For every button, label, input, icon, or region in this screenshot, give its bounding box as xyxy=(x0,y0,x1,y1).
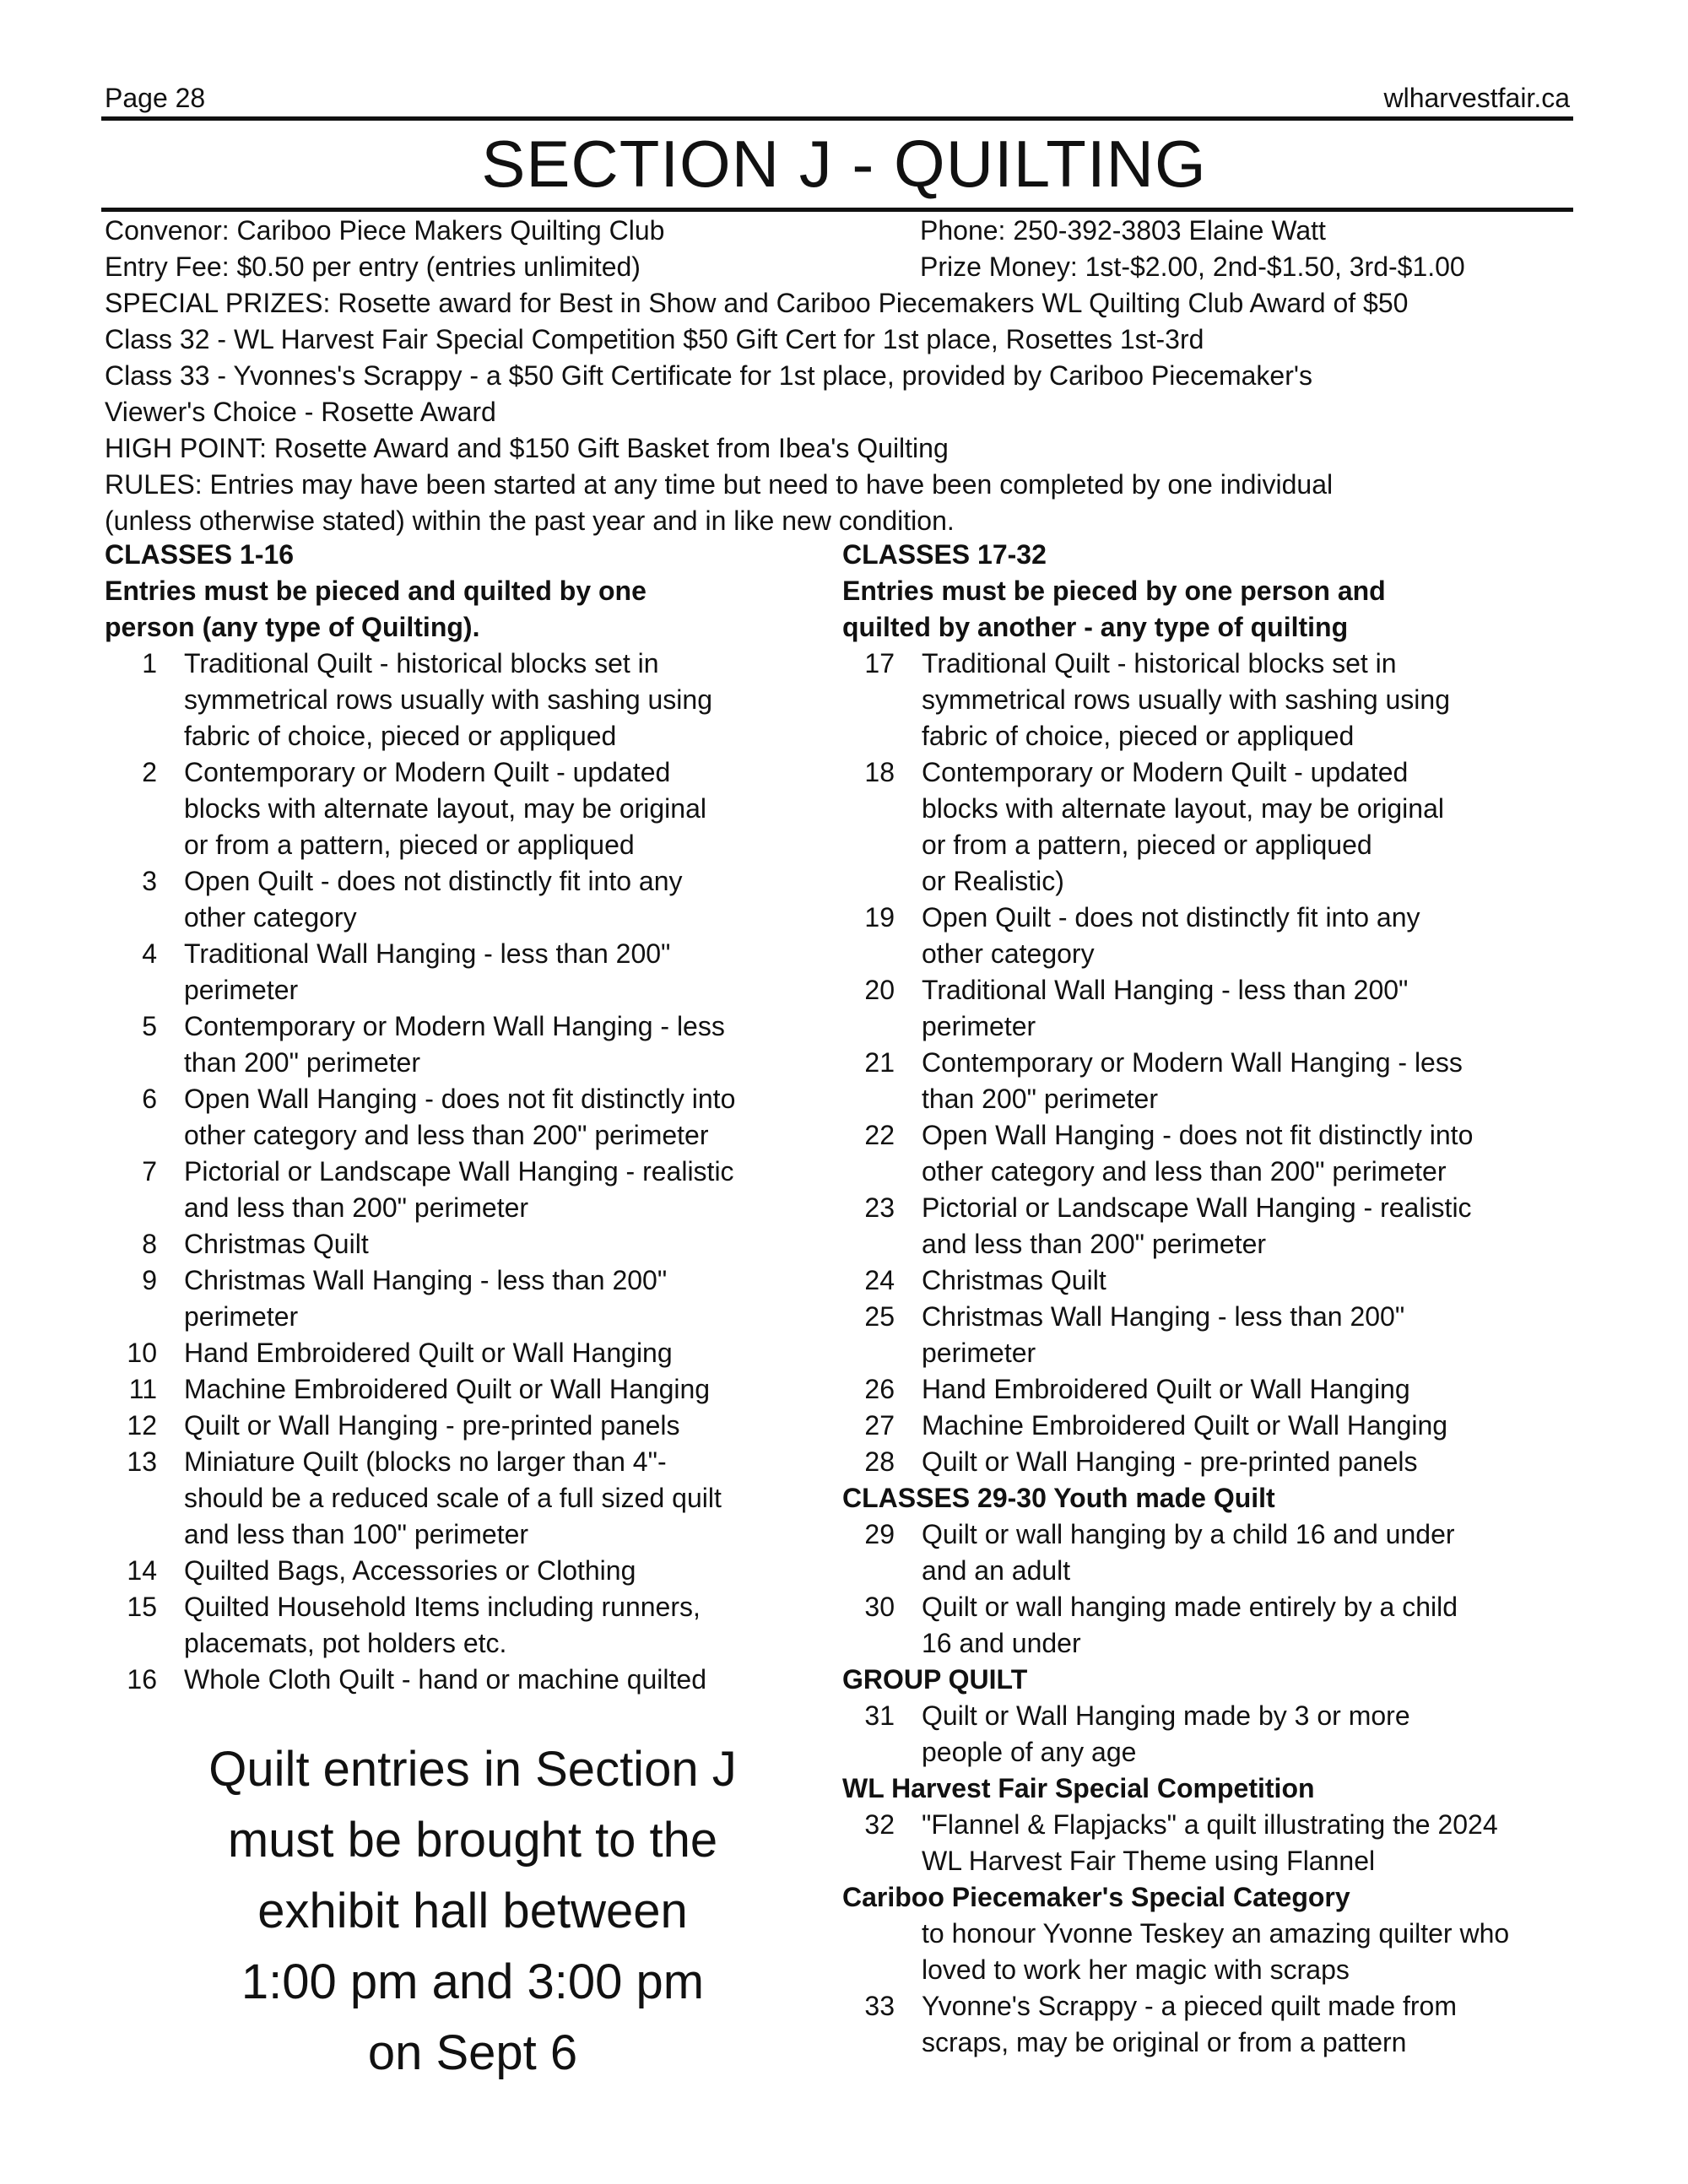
class-description: Contemporary or Modern Quilt - updated blocks with alternate layout, may be original or from a pattern, pieced or appliqued or Realistic) xyxy=(922,757,1444,896)
class-entry xyxy=(105,1008,797,1081)
class-entry xyxy=(842,1371,1585,1408)
class-description: Contemporary or Modern Wall Hanging - less than 200" perimeter xyxy=(922,1047,1463,1114)
class-entry xyxy=(842,1988,1585,2061)
class-description: Quilt or Wall Hanging - pre-printed panels xyxy=(922,1446,1418,1477)
class-number: 12 xyxy=(127,1410,157,1441)
class-description: Traditional Wall Hanging - less than 200" perimeter xyxy=(922,975,1409,1041)
cariboo-note: to honour Yvonne Teskey an amazing quilter who loved to work her magic with scraps xyxy=(922,1918,1510,1985)
rules-line-1: RULES: Entries may have been started at any time but need to have been completed by one individual xyxy=(105,469,1334,500)
class-number: 4 xyxy=(142,938,157,969)
section-title: SECTION J - QUILTING xyxy=(481,127,1207,201)
class-number: 17 xyxy=(864,648,895,678)
class-entry xyxy=(105,1444,797,1553)
class-entry xyxy=(842,900,1585,972)
class-number: 3 xyxy=(142,866,157,896)
class-number: 2 xyxy=(142,757,157,787)
class-number: 13 xyxy=(127,1446,157,1477)
classes-1-16-subheading-1: Entries must be pieced and quilted by one xyxy=(105,576,647,606)
class-description: Quilt or Wall Hanging made by 3 or more people of any age xyxy=(922,1700,1410,1767)
class33-prize: Class 33 - Yvonnes's Scrappy - a $50 Gift Certificate for 1st place, provided by Cariboo Piecemaker's xyxy=(105,360,1312,391)
class-description: Christmas Quilt xyxy=(184,1229,369,1259)
class-number: 20 xyxy=(864,975,895,1005)
class-number: 26 xyxy=(864,1374,895,1404)
class-number: 28 xyxy=(864,1446,895,1477)
class-entry xyxy=(105,1553,797,1589)
class-number: 27 xyxy=(864,1410,895,1441)
class-entry xyxy=(105,1408,797,1444)
class-description: Hand Embroidered Quilt or Wall Hanging xyxy=(184,1338,673,1368)
high-point: HIGH POINT: Rosette Award and $150 Gift Basket from Ibea's Quilting xyxy=(105,433,949,463)
class-number: 14 xyxy=(127,1555,157,1586)
class-entry xyxy=(105,754,797,863)
class-description: Open Wall Hanging - does not fit distinctly into other category and less than 200" perimeter xyxy=(922,1120,1474,1187)
viewers-choice: Viewer's Choice - Rosette Award xyxy=(105,397,496,427)
youth-heading: CLASSES 29-30 Youth made Quilt xyxy=(842,1483,1275,1513)
class-entry xyxy=(842,1190,1585,1262)
class-description: Christmas Quilt xyxy=(922,1265,1106,1295)
class-description: Yvonne's Scrappy - a pieced quilt made from scraps, may be original or from a pattern xyxy=(922,1991,1457,2057)
class-entry xyxy=(842,1299,1585,1371)
class-entry xyxy=(842,972,1585,1045)
classes-17-32-subheading-2: quilted by another - any type of quilting xyxy=(842,612,1349,642)
cariboo-category-heading: Cariboo Piecemaker's Special Category xyxy=(842,1882,1350,1912)
class-number: 9 xyxy=(142,1265,157,1295)
special-competition-heading: WL Harvest Fair Special Competition xyxy=(842,1773,1315,1803)
drop-off-notice: Quilt entries in Section J must be brought to the exhibit hall between 1:00 pm and 3:00 pm on Sept 6 xyxy=(208,1742,737,2080)
class32-prize: Class 32 - WL Harvest Fair Special Competition $50 Gift Cert for 1st place, Rosettes 1st-3rd xyxy=(105,324,1204,354)
page-header xyxy=(105,81,1570,115)
class-description: Quilted Bags, Accessories or Clothing xyxy=(184,1555,636,1586)
class-description: "Flannel & Flapjacks" a quilt illustrating the 2024 WL Harvest Fair Theme using Flannel xyxy=(922,1809,1498,1876)
class-entry xyxy=(105,1335,797,1371)
class-description: Contemporary or Modern Quilt - updated blocks with alternate layout, may be original or from a pattern, pieced or appliqued xyxy=(184,757,706,860)
class-list-cariboo xyxy=(842,1988,1585,2061)
class-description: Traditional Quilt - historical blocks set in symmetrical rows usually with sashing using fabric of choice, pieced or appliqued xyxy=(922,648,1450,751)
class-entry xyxy=(105,1226,797,1262)
special-prizes: SPECIAL PRIZES: Rosette award for Best in Show and Cariboo Piecemakers WL Quilting Club Award of $50 xyxy=(105,288,1409,318)
classes-1-16-heading: CLASSES 1-16 xyxy=(105,539,295,570)
class-number: 18 xyxy=(864,757,895,787)
class-number: 21 xyxy=(864,1047,895,1078)
class-entry xyxy=(105,1662,797,1698)
class-number: 25 xyxy=(864,1301,895,1332)
class-number: 7 xyxy=(142,1156,157,1187)
class-list-special xyxy=(842,1807,1585,1879)
info-line-fees xyxy=(105,249,1573,285)
class-entry xyxy=(105,1371,797,1408)
header-rule-bottom xyxy=(101,208,1573,212)
class-list-right xyxy=(842,646,1585,1480)
class-entry xyxy=(105,1589,797,1662)
class-description: Open Quilt - does not distinctly fit into any other category xyxy=(922,902,1420,969)
class-description: Hand Embroidered Quilt or Wall Hanging xyxy=(922,1374,1410,1404)
class-entry xyxy=(842,754,1585,900)
class-description: Christmas Wall Hanging - less than 200" perimeter xyxy=(922,1301,1405,1368)
class-description: Quilt or Wall Hanging - pre-printed panels xyxy=(184,1410,680,1441)
class-number: 1 xyxy=(142,648,157,678)
page-number: Page 28 xyxy=(105,83,206,113)
class-entry xyxy=(842,1444,1585,1480)
class-description: Contemporary or Modern Wall Hanging - less than 200" perimeter xyxy=(184,1011,725,1078)
class-number: 10 xyxy=(127,1338,157,1368)
class-description: Pictorial or Landscape Wall Hanging - realistic and less than 200" perimeter xyxy=(184,1156,734,1223)
class-description: Christmas Wall Hanging - less than 200" perimeter xyxy=(184,1265,668,1332)
class-entry xyxy=(842,1807,1585,1879)
class-number: 32 xyxy=(864,1809,895,1840)
class-number: 16 xyxy=(127,1664,157,1695)
class-number: 22 xyxy=(864,1120,895,1150)
classes-17-32-heading: CLASSES 17-32 xyxy=(842,539,1047,570)
class-number: 19 xyxy=(864,902,895,933)
class-description: Quilt or wall hanging by a child 16 and under and an adult xyxy=(922,1519,1455,1586)
class-list-left xyxy=(105,646,797,1698)
class-entry xyxy=(842,646,1585,754)
class-description: Open Wall Hanging - does not fit distinctly into other category and less than 200" perimeter xyxy=(184,1084,736,1150)
class-description: Quilt or wall hanging made entirely by a child 16 and under xyxy=(922,1592,1458,1658)
class-entry xyxy=(842,1698,1585,1770)
group-quilt-heading: GROUP QUILT xyxy=(842,1664,1028,1695)
class-description: Machine Embroidered Quilt or Wall Hanging xyxy=(922,1410,1448,1441)
class-description: Traditional Quilt - historical blocks set in symmetrical rows usually with sashing using fabric of choice, pieced or appliqued xyxy=(184,648,712,751)
class-number: 8 xyxy=(142,1229,157,1259)
rules-line-2: (unless otherwise stated) within the past year and in like new condition. xyxy=(105,505,955,536)
section-info xyxy=(105,213,1573,539)
class-entry xyxy=(105,1262,797,1335)
class-description: Miniature Quilt (blocks no larger than 4"- should be a reduced scale of a full sized quilt and less than 100" perimeter xyxy=(184,1446,722,1549)
class-number: 29 xyxy=(864,1519,895,1549)
class-description: Open Quilt - does not distinctly fit into any other category xyxy=(184,866,683,933)
class-description: Traditional Wall Hanging - less than 200" perimeter xyxy=(184,938,671,1005)
classes-1-16-subheading-2: person (any type of Quilting). xyxy=(105,612,480,642)
class-list-group xyxy=(842,1698,1585,1770)
left-column xyxy=(105,537,797,1698)
phone: Phone: 250-392-3803 Elaine Watt xyxy=(920,215,1326,246)
header-rule-top xyxy=(101,116,1573,121)
class-number: 31 xyxy=(864,1700,895,1731)
class-entry xyxy=(842,1589,1585,1662)
class-entry xyxy=(105,863,797,936)
class-number: 15 xyxy=(127,1592,157,1622)
class-entry xyxy=(105,936,797,1008)
class-number: 33 xyxy=(864,1991,895,2021)
info-line-convenor xyxy=(105,213,1573,249)
entry-fee: Entry Fee: $0.50 per entry (entries unlimited) xyxy=(105,251,641,282)
class-description: Whole Cloth Quilt - hand or machine quilted xyxy=(184,1664,706,1695)
prize-money: Prize Money: 1st-$2.00, 2nd-$1.50, 3rd-$1.00 xyxy=(920,251,1465,282)
class-number: 24 xyxy=(864,1265,895,1295)
classes-17-32-subheading-1: Entries must be pieced by one person and xyxy=(842,576,1386,606)
convenor: Convenor: Cariboo Piece Makers Quilting Club xyxy=(105,215,665,246)
class-entry xyxy=(105,646,797,754)
class-description: Quilted Household Items including runners, placemats, pot holders etc. xyxy=(184,1592,701,1658)
class-number: 6 xyxy=(142,1084,157,1114)
cariboo-note-row xyxy=(842,1916,1585,1988)
right-column xyxy=(842,537,1585,2061)
class-entry xyxy=(105,1154,797,1226)
class-list-youth xyxy=(842,1516,1585,1662)
class-number: 5 xyxy=(142,1011,157,1041)
class-entry xyxy=(842,1516,1585,1589)
class-entry xyxy=(842,1045,1585,1117)
class-description: Pictorial or Landscape Wall Hanging - realistic and less than 200" perimeter xyxy=(922,1192,1472,1259)
class-number: 23 xyxy=(864,1192,895,1223)
class-entry xyxy=(842,1408,1585,1444)
class-entry xyxy=(842,1117,1585,1190)
class-number: 30 xyxy=(864,1592,895,1622)
website-link[interactable]: wlharvestfair.ca xyxy=(1383,83,1570,113)
class-description: Machine Embroidered Quilt or Wall Hanging xyxy=(184,1374,711,1404)
class-entry xyxy=(842,1262,1585,1299)
class-entry xyxy=(105,1081,797,1154)
class-number: 11 xyxy=(128,1374,157,1404)
